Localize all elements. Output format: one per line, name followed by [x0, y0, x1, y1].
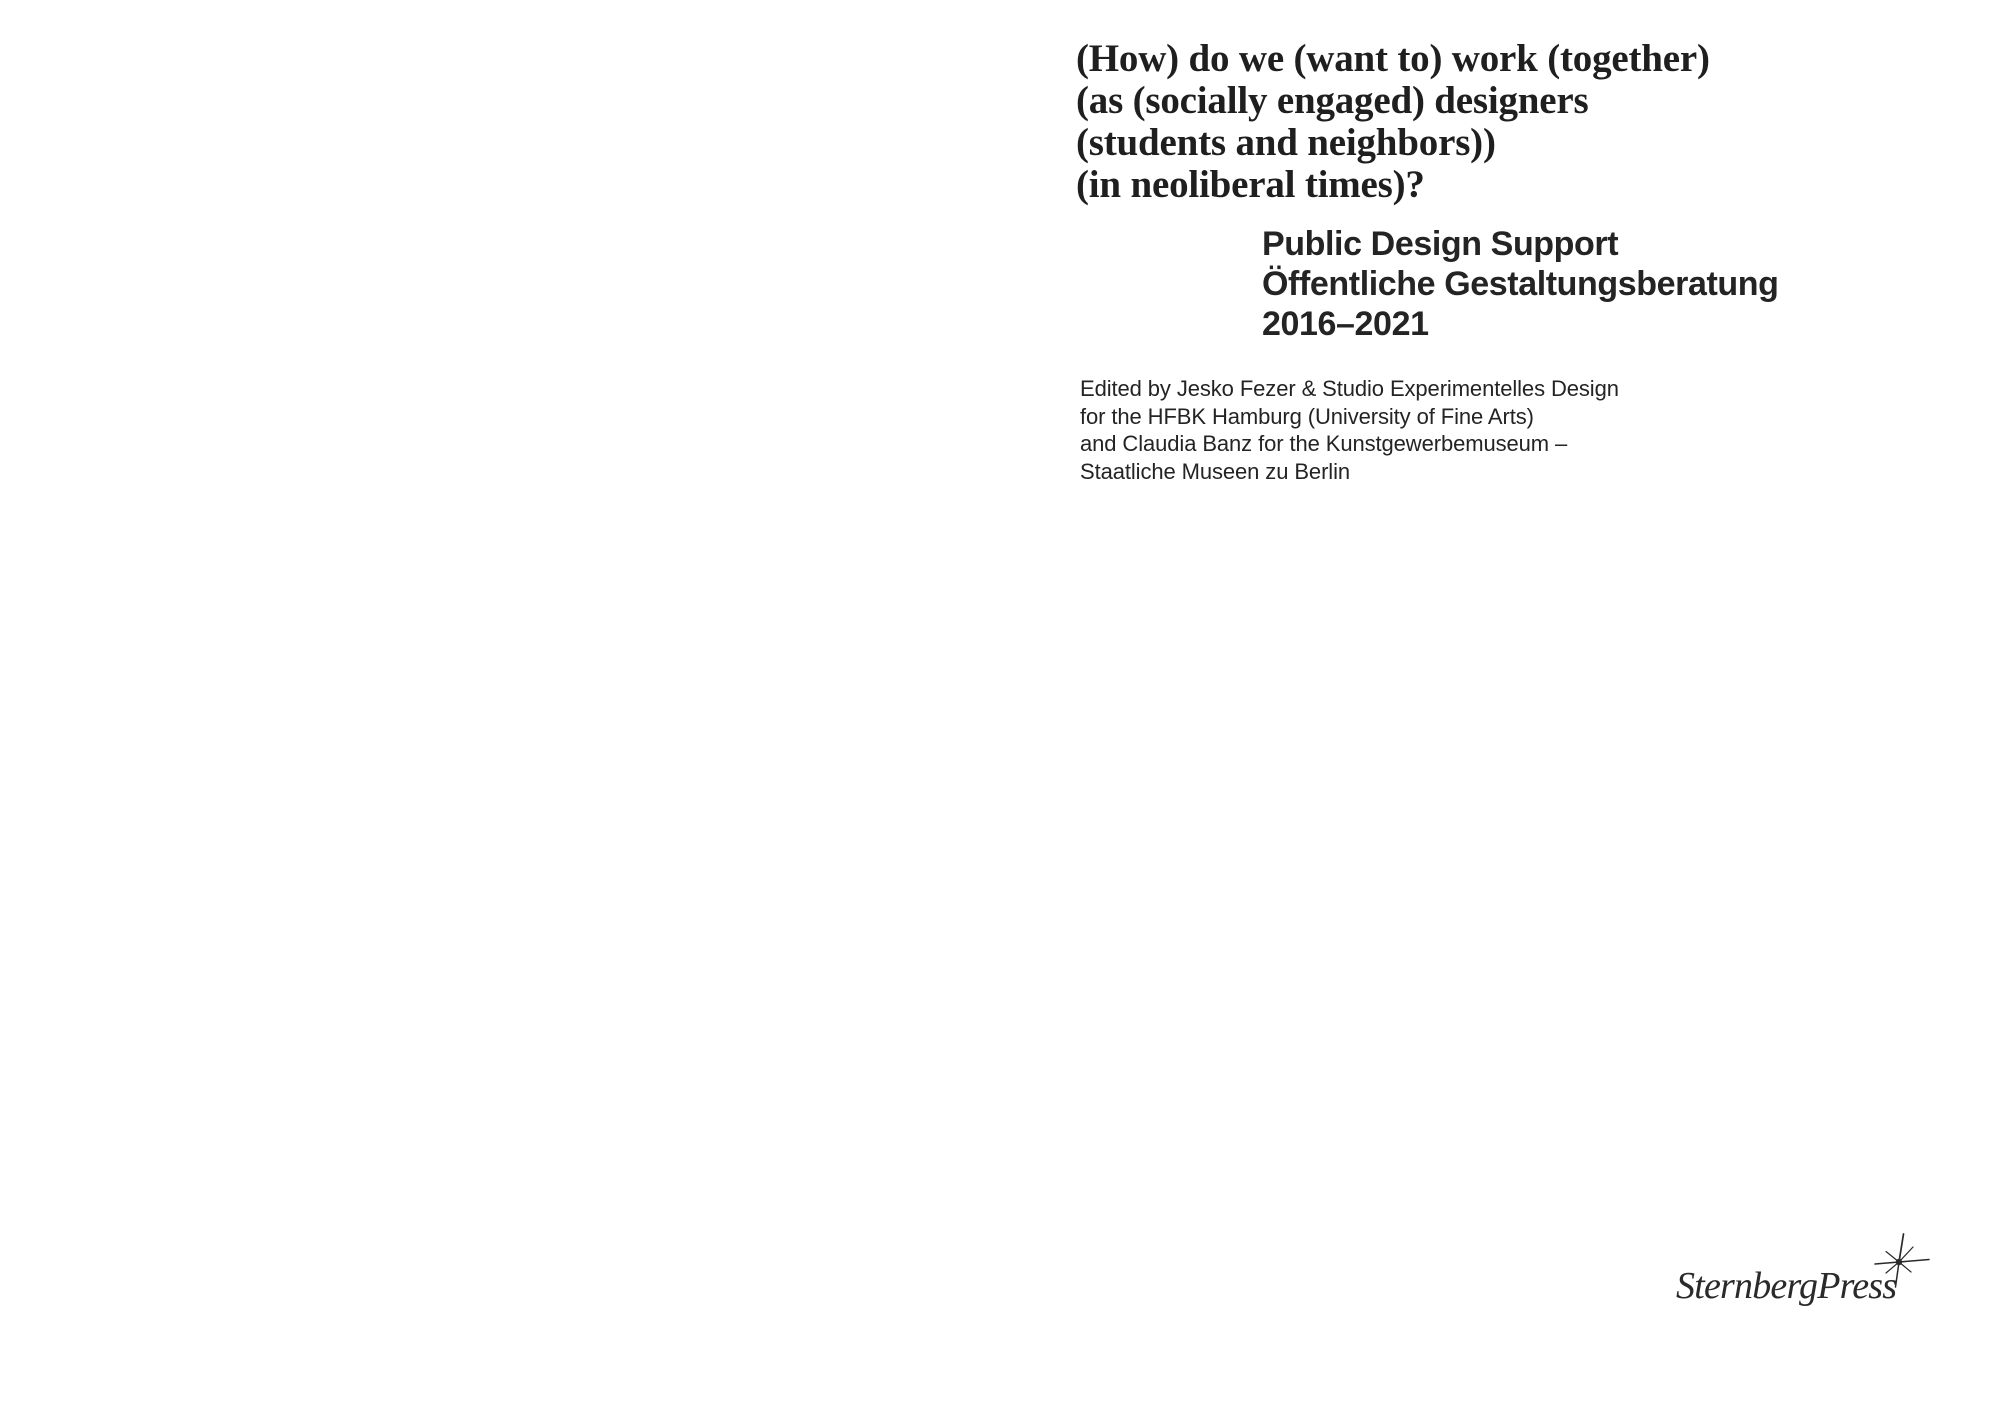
title-line: (students and neighbors)) — [1076, 121, 1496, 164]
publisher-logo — [1676, 1258, 1896, 1318]
sparkle-star-icon — [1872, 1232, 1932, 1290]
subtitle-line: Public Design Support — [1262, 225, 1619, 263]
book-subtitle — [1262, 224, 1779, 344]
credits-line: and Claudia Banz for the Kunstgewerbemuseum – — [1080, 431, 1568, 456]
editor-credits — [1080, 375, 1619, 485]
book-title — [1076, 38, 1710, 206]
title-line: (as (socially engaged) designers — [1076, 79, 1589, 122]
credits-line: Staatliche Museen zu Berlin — [1080, 458, 1351, 484]
publisher-wordmark: SternbergPress — [1676, 1265, 1897, 1307]
credits-line: Edited by Jesko Fezer & Studio Experimentelles Design — [1080, 376, 1619, 401]
title-line: (How) do we (want to) work (together) — [1076, 37, 1710, 80]
title-line: (in neoliberal times)? — [1076, 163, 1425, 206]
subtitle-line: Öffentliche Gestaltungsberatung — [1262, 265, 1779, 303]
credits-line: for the HFBK Hamburg (University of Fine Arts) — [1080, 403, 1534, 429]
subtitle-line: 2016–2021 — [1262, 305, 1429, 343]
